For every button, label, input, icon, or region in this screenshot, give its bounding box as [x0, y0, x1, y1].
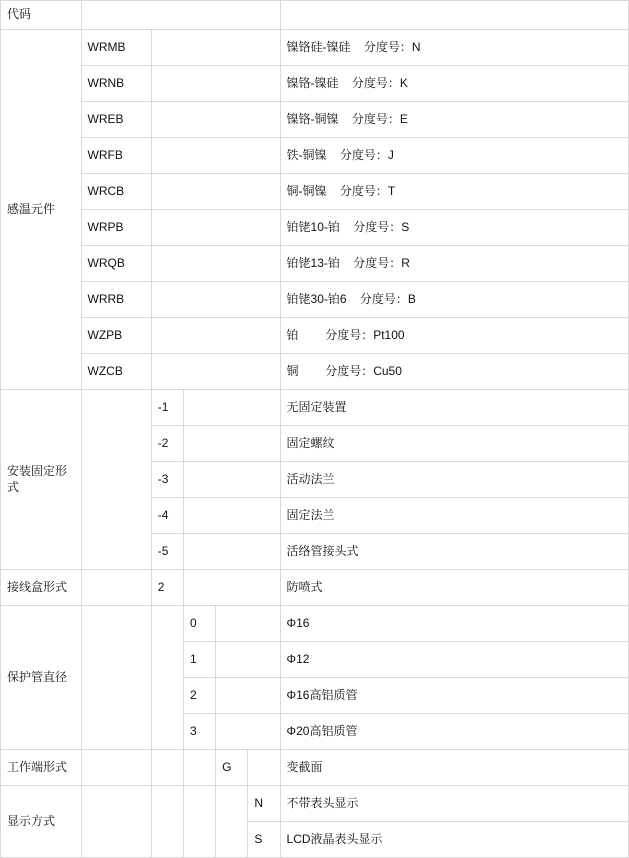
table-row [1, 390, 629, 426]
code-cell: WRQB [81, 246, 151, 282]
description-cell: Φ16 [280, 606, 628, 642]
table-row [1, 354, 629, 390]
code-cell: WZPB [81, 318, 151, 354]
spacer-cell [81, 606, 151, 750]
code-cell: S [248, 822, 280, 858]
spacer-cell [216, 786, 248, 858]
code-cell: WRFB [81, 138, 151, 174]
spacer-cell [151, 606, 183, 750]
blank-cell [151, 174, 280, 210]
blank-cell [151, 30, 280, 66]
code-cell: -2 [151, 426, 183, 462]
code-cell: WRCB [81, 174, 151, 210]
spacer-cell [183, 750, 215, 786]
code-cell: -1 [151, 390, 183, 426]
blank-cell [183, 498, 280, 534]
blank-cell [183, 390, 280, 426]
spacer-cell [81, 390, 151, 570]
blank-cell [151, 282, 280, 318]
blank-cell [248, 750, 280, 786]
table-row [1, 174, 629, 210]
code-cell: 3 [183, 714, 215, 750]
table-row [1, 30, 629, 66]
table-row [1, 66, 629, 102]
description-cell: 铜-铜镍 分度号：T [280, 174, 628, 210]
description-cell: 铂铑30-铂6 分度号：B [280, 282, 628, 318]
blank-cell [216, 642, 280, 678]
spacer-cell [81, 750, 151, 786]
description-cell: 镍铬-镍硅 分度号：K [280, 66, 628, 102]
blank-cell [151, 210, 280, 246]
spacer-cell [183, 786, 215, 858]
code-cell: 2 [183, 678, 215, 714]
description-cell: 镍铬硅-镍硅 分度号：N [280, 30, 628, 66]
code-cell: WRPB [81, 210, 151, 246]
table-row [1, 750, 629, 786]
code-cell: -5 [151, 534, 183, 570]
description-cell: Φ16高铝质管 [280, 678, 628, 714]
table-row [1, 606, 629, 642]
description-cell: 防喷式 [280, 570, 628, 606]
blank-cell [151, 354, 280, 390]
code-cell: WZCB [81, 354, 151, 390]
group-label-cell: 显示方式 [1, 786, 82, 858]
description-cell: 镍铬-铜镍 分度号：E [280, 102, 628, 138]
group-label-cell: 安装固定形式 [1, 390, 82, 570]
blank-cell [216, 678, 280, 714]
code-cell: WRNB [81, 66, 151, 102]
group-label-cell: 感温元件 [1, 30, 82, 390]
description-cell: 活络管接头式 [280, 534, 628, 570]
blank-cell [151, 66, 280, 102]
blank-cell [183, 426, 280, 462]
table-row [1, 102, 629, 138]
code-cell: N [248, 786, 280, 822]
description-cell: 活动法兰 [280, 462, 628, 498]
blank-cell [183, 462, 280, 498]
code-cell: -4 [151, 498, 183, 534]
code-header-cell: 代码 [1, 1, 82, 30]
group-label-cell: 接线盒形式 [1, 570, 82, 606]
table-row [1, 210, 629, 246]
code-cell: 2 [151, 570, 183, 606]
description-cell: 无固定装置 [280, 390, 628, 426]
blank-cell [216, 714, 280, 750]
code-cell: 0 [183, 606, 215, 642]
blank-cell [151, 246, 280, 282]
table-row [1, 570, 629, 606]
blank-cell [151, 318, 280, 354]
blank-cell [183, 570, 280, 606]
description-cell: 铜 分度号：Cu50 [280, 354, 628, 390]
spacer-cell [151, 750, 183, 786]
blank-cell [151, 138, 280, 174]
header-blank-desc [280, 1, 628, 30]
description-cell: 铂铑10-铂 分度号：S [280, 210, 628, 246]
description-cell: Φ12 [280, 642, 628, 678]
description-cell: 不带表头显示 [280, 786, 628, 822]
description-cell: 铂铑13-铂 分度号：R [280, 246, 628, 282]
description-cell: 固定螺纹 [280, 426, 628, 462]
description-cell: 铂 分度号：Pt100 [280, 318, 628, 354]
table-row [1, 282, 629, 318]
description-cell: 铁-铜镍 分度号：J [280, 138, 628, 174]
description-cell: 变截面 [280, 750, 628, 786]
description-cell: LCD液晶表头显示 [280, 822, 628, 858]
blank-cell [216, 606, 280, 642]
table-row [1, 246, 629, 282]
spacer-cell [81, 570, 151, 606]
code-cell: WRRB [81, 282, 151, 318]
code-cell: 1 [183, 642, 215, 678]
blank-cell [151, 102, 280, 138]
table-row [1, 138, 629, 174]
description-cell: Φ20高铝质管 [280, 714, 628, 750]
blank-cell [183, 534, 280, 570]
code-cell: WREB [81, 102, 151, 138]
code-cell: WRMB [81, 30, 151, 66]
spacer-cell [81, 786, 151, 858]
code-cell: -3 [151, 462, 183, 498]
table-row [1, 786, 629, 822]
group-label-cell: 保护管直径 [1, 606, 82, 750]
group-label-cell: 工作端形式 [1, 750, 82, 786]
table-row [1, 318, 629, 354]
spacer-cell [151, 786, 183, 858]
table-header-row [1, 1, 629, 30]
header-blank-codes [81, 1, 280, 30]
description-cell: 固定法兰 [280, 498, 628, 534]
code-cell: G [216, 750, 248, 786]
